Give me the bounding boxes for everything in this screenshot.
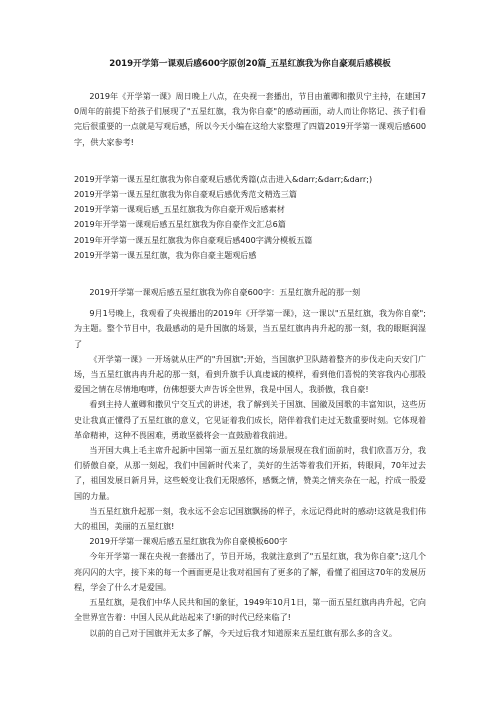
section-paragraph: 以前的自己对于国旗并无太多了解，今天过后我才知道原来五星红旗有那么多的含义。	[89, 627, 397, 638]
document-title: 2019开学第一课观后感600字原创20篇_五星红旗我为你自豪观后感模板	[109, 59, 391, 69]
section-heading: 2019开学第一课观后感五星红旗我为你自豪模板600字	[89, 536, 288, 547]
section-paragraph: 当五星红旗升起那一刻，我永远不会忘记国旗飘扬的样子，永远记得此时的感动!这就是我们伟大的祖国，美丽的五星红旗!	[74, 505, 426, 532]
related-link[interactable]: 2019开学第一课五星红旗，我为你自豪主题观后感	[74, 249, 257, 260]
spacer	[74, 263, 426, 285]
related-link[interactable]: 2019年开学第一课观后感五星红旗我为你自豪作文汇总6篇	[74, 219, 286, 230]
related-link[interactable]: 2019开学第一课观后感_五星红旗我为你自豪开观后感素材	[74, 204, 285, 215]
section-paragraph: 当开国大典上毛主席升起新中国第一面五星红旗的场景展现在我们面前时，我们欣喜万分，我们骄傲自豪，从那一刻起，我们中国新时代来了，美好的生活等着我们开拓，转眼间，70年过去了，祖国发展日新月异，这些蜕变让我们无限感怀，感慨之情，赞美之情夹杂在一起，拧成一股爱国的力量。	[74, 445, 426, 501]
intro-paragraph: 2019年《开学第一课》周日晚上八点，在央视一套播出，节目由董卿和撒贝宁主持，在建国70周年的前提下给孩子们展现了"五星红旗，我为你自豪"的感动画面，动人而让你铭记、孩子们看完后很重要的一点就是写观后感，所以今天小编在这给大家整理了四篇2019开学第一课观后感600字，供大家参考!	[74, 91, 426, 147]
section-paragraph: 9月1号晚上，我观看了央视播出的2019年《开学第一课》，这一课以"五星红旗，我为你自豪";为主题。整个节目中，我最感动的是升国旗的场景，当五星红旗冉冉升起的那一刻，我的眼眶润湿了	[74, 308, 426, 349]
related-links-list	[74, 172, 426, 263]
section-heading: 2019开学第一课观后感五星红旗我为你自豪600字：五星红旗升起的那一刻	[89, 287, 361, 298]
section-paragraph: 看到主持人董卿和撒贝宁交互式的讲述，我了解到关于国旗、国徽及国歌的丰富知识，这些历史让我真正懂得了五星红旗的意义，它见证着我们成长，陪伴着我们走过无数重要时刻。它体现着革命精神，这种不畏困难，勇敢坚毅将会一直鼓励着我前进。	[74, 399, 426, 440]
section-paragraph: 今年开学第一课在央视一套播出了，节目开场，我就注意到了"五星红旗，我为你自豪";这几个亮闪闪的大字，接下来的每一个画面更是让我对祖国有了更多的了解，看懂了祖国这70年的发展历程，学会了什么才是爱国。	[74, 551, 426, 592]
related-link[interactable]: 2019年开学第一课五星红旗我为你自豪观后感400字满分模板五篇	[74, 234, 313, 245]
section-paragraph: 《开学第一课》一开场就从庄严的"升国旗";开始，当国旗护卫队踏着整齐的步伐走向天安门广场，当五星红旗冉冉升起的那一刻，看到升旗手认真虔诚的模样，看到他们喜悦的笑容我内心那股爱国之情在尽情地咆哮，仿佛想要大声告诉全世界，我是中国人，我骄傲，我自豪!	[74, 353, 426, 395]
related-link[interactable]: 2019开学第一课五星红旗我为你自豪观后感优秀范文精选三篇	[74, 189, 297, 200]
related-link[interactable]: 2019开学第一课五星红旗我为你自豪观后感优秀篇(点击进入&darr;&darr;&darr;)	[74, 173, 373, 184]
section-paragraph: 五星红旗，是我们中华人民共和国的象征，1949年10月1日，第一面五星红旗冉冉升起，它向全世界宣告着：中国人民从此站起来了!新的时代已经来临了!	[74, 597, 426, 623]
spacer	[74, 150, 426, 172]
